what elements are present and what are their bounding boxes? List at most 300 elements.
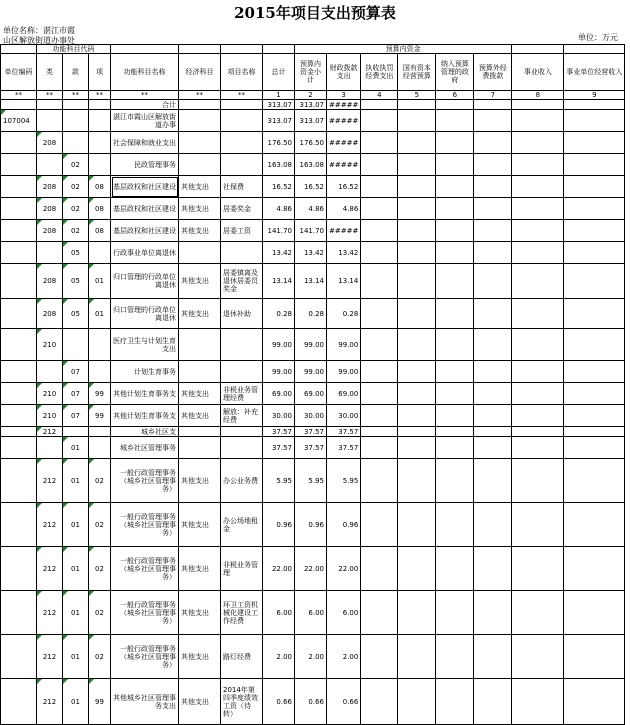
func-name-cell[interactable]: 一般行政管理事务（城乡社区管理事务）	[111, 503, 179, 547]
empty-value-cell[interactable]	[436, 299, 474, 329]
total-cell[interactable]: 99.00	[263, 361, 295, 383]
total-cell[interactable]: 163.08	[263, 154, 295, 176]
empty-value-cell[interactable]	[512, 437, 564, 459]
empty-value-cell[interactable]	[436, 242, 474, 264]
kuan-cell[interactable]: 05	[63, 242, 89, 264]
project-cell[interactable]: 退休补助	[221, 299, 263, 329]
subtotal-cell[interactable]: 13.14	[295, 264, 327, 299]
fiscal-cell[interactable]: 0.66	[327, 679, 361, 725]
lei-cell[interactable]	[37, 242, 63, 264]
empty-value-cell[interactable]	[512, 100, 564, 110]
empty-value-cell[interactable]	[436, 264, 474, 299]
xiang-cell[interactable]: 02	[89, 635, 111, 679]
econ-cell[interactable]: 其他支出	[179, 547, 221, 591]
project-cell[interactable]	[221, 427, 263, 437]
empty-value-cell[interactable]	[474, 329, 512, 361]
func-name-cell[interactable]: 一般行政管理事务（城乡社区管理事务）	[111, 635, 179, 679]
empty-value-cell[interactable]	[512, 132, 564, 154]
empty-value-cell[interactable]	[564, 110, 625, 132]
project-cell[interactable]: 非税业务管理经费	[221, 383, 263, 405]
lei-cell[interactable]: 208	[37, 176, 63, 198]
project-cell[interactable]: 2014年第四季度绩效工资（待转）	[221, 679, 263, 725]
total-cell[interactable]: 0.28	[263, 299, 295, 329]
project-cell[interactable]: 解放：补充经费	[221, 405, 263, 427]
empty-value-cell[interactable]	[436, 459, 474, 503]
empty-value-cell[interactable]	[474, 154, 512, 176]
empty-value-cell[interactable]	[436, 100, 474, 110]
lei-cell[interactable]: 212	[37, 635, 63, 679]
kuan-cell[interactable]: 01	[63, 437, 89, 459]
subtotal-cell[interactable]: 2.00	[295, 635, 327, 679]
empty-value-cell[interactable]	[361, 132, 398, 154]
empty-value-cell[interactable]	[564, 679, 625, 725]
empty-value-cell[interactable]	[361, 299, 398, 329]
total-cell[interactable]: 0.66	[263, 679, 295, 725]
kuan-cell[interactable]	[63, 110, 89, 132]
fiscal-cell[interactable]: #####	[327, 110, 361, 132]
empty-value-cell[interactable]	[398, 427, 436, 437]
empty-value-cell[interactable]	[512, 176, 564, 198]
fiscal-cell[interactable]: #####	[327, 220, 361, 242]
empty-value-cell[interactable]	[361, 242, 398, 264]
empty-value-cell[interactable]	[512, 110, 564, 132]
func-name-cell[interactable]: 计划生育事务	[111, 361, 179, 383]
empty-value-cell[interactable]	[361, 361, 398, 383]
unit-code-cell[interactable]	[1, 679, 37, 725]
econ-cell[interactable]	[179, 110, 221, 132]
total-cell[interactable]: 0.96	[263, 503, 295, 547]
empty-value-cell[interactable]	[512, 361, 564, 383]
total-cell[interactable]: 176.50	[263, 132, 295, 154]
fiscal-cell[interactable]: #####	[327, 154, 361, 176]
empty-value-cell[interactable]	[564, 132, 625, 154]
empty-value-cell[interactable]	[361, 503, 398, 547]
func-name-cell[interactable]: 一般行政管理事务（城乡社区管理事务）	[111, 547, 179, 591]
empty-value-cell[interactable]	[564, 427, 625, 437]
func-name-cell[interactable]: 行政事业单位离退休	[111, 242, 179, 264]
xiang-cell[interactable]	[89, 361, 111, 383]
project-cell[interactable]: 办公业务费	[221, 459, 263, 503]
empty-value-cell[interactable]	[361, 547, 398, 591]
empty-value-cell[interactable]	[474, 176, 512, 198]
subtotal-cell[interactable]: 313.07	[295, 100, 327, 110]
econ-cell[interactable]: 其他支出	[179, 459, 221, 503]
econ-cell[interactable]	[179, 329, 221, 361]
unit-code-cell[interactable]	[1, 242, 37, 264]
fiscal-cell[interactable]: 2.00	[327, 635, 361, 679]
subtotal-cell[interactable]: 37.57	[295, 437, 327, 459]
total-cell[interactable]: 99.00	[263, 329, 295, 361]
empty-value-cell[interactable]	[436, 154, 474, 176]
xiang-cell[interactable]	[89, 110, 111, 132]
kuan-cell[interactable]	[63, 132, 89, 154]
func-name-cell[interactable]: 合计	[111, 100, 179, 110]
func-name-cell[interactable]: 社会保障和就业支出	[111, 132, 179, 154]
empty-value-cell[interactable]	[436, 437, 474, 459]
subtotal-cell[interactable]: 0.96	[295, 503, 327, 547]
empty-value-cell[interactable]	[436, 591, 474, 635]
empty-value-cell[interactable]	[398, 100, 436, 110]
empty-value-cell[interactable]	[436, 329, 474, 361]
empty-value-cell[interactable]	[398, 361, 436, 383]
xiang-cell[interactable]: 99	[89, 679, 111, 725]
empty-value-cell[interactable]	[564, 176, 625, 198]
econ-cell[interactable]: 其他支出	[179, 264, 221, 299]
empty-value-cell[interactable]	[436, 547, 474, 591]
empty-value-cell[interactable]	[512, 329, 564, 361]
total-cell[interactable]: 37.57	[263, 427, 295, 437]
empty-value-cell[interactable]	[398, 547, 436, 591]
xiang-cell[interactable]: 01	[89, 299, 111, 329]
empty-value-cell[interactable]	[361, 459, 398, 503]
lei-cell[interactable]: 210	[37, 329, 63, 361]
unit-code-cell[interactable]	[1, 503, 37, 547]
empty-value-cell[interactable]	[564, 459, 625, 503]
total-cell[interactable]: 13.42	[263, 242, 295, 264]
subtotal-cell[interactable]: 6.00	[295, 591, 327, 635]
empty-value-cell[interactable]	[474, 242, 512, 264]
lei-cell[interactable]: 212	[37, 591, 63, 635]
xiang-cell[interactable]	[89, 242, 111, 264]
func-name-cell[interactable]: 一般行政管理事务（城乡社区管理事务）	[111, 459, 179, 503]
empty-value-cell[interactable]	[361, 437, 398, 459]
lei-cell[interactable]: 212	[37, 427, 63, 437]
empty-value-cell[interactable]	[564, 100, 625, 110]
subtotal-cell[interactable]: 0.66	[295, 679, 327, 725]
func-name-cell[interactable]: 民政管理事务	[111, 154, 179, 176]
empty-value-cell[interactable]	[436, 198, 474, 220]
empty-value-cell[interactable]	[474, 459, 512, 503]
empty-value-cell[interactable]	[512, 679, 564, 725]
unit-code-cell[interactable]	[1, 459, 37, 503]
empty-value-cell[interactable]	[398, 264, 436, 299]
kuan-cell[interactable]	[63, 100, 89, 110]
total-cell[interactable]: 313.07	[263, 110, 295, 132]
total-cell[interactable]: 69.00	[263, 383, 295, 405]
xiang-cell[interactable]: 08	[89, 176, 111, 198]
empty-value-cell[interactable]	[564, 329, 625, 361]
empty-value-cell[interactable]	[361, 329, 398, 361]
empty-value-cell[interactable]	[564, 154, 625, 176]
empty-value-cell[interactable]	[398, 220, 436, 242]
func-name-cell[interactable]: 其他城乡社区管理事务支出	[111, 679, 179, 725]
func-name-cell[interactable]: 城乡社区支	[111, 427, 179, 437]
project-cell[interactable]: 路灯经费	[221, 635, 263, 679]
unit-code-cell[interactable]	[1, 176, 37, 198]
subtotal-cell[interactable]: 16.52	[295, 176, 327, 198]
fiscal-cell[interactable]: 6.00	[327, 591, 361, 635]
project-cell[interactable]: 环卫工资机械化建设工作经费	[221, 591, 263, 635]
func-name-cell[interactable]: 其他计划生育事务支	[111, 383, 179, 405]
lei-cell[interactable]: 210	[37, 405, 63, 427]
empty-value-cell[interactable]	[564, 405, 625, 427]
xiang-cell[interactable]: 02	[89, 503, 111, 547]
lei-cell[interactable]: 212	[37, 459, 63, 503]
project-cell[interactable]	[221, 437, 263, 459]
empty-value-cell[interactable]	[361, 427, 398, 437]
fiscal-cell[interactable]: 5.95	[327, 459, 361, 503]
empty-value-cell[interactable]	[436, 132, 474, 154]
empty-value-cell[interactable]	[361, 635, 398, 679]
func-name-cell[interactable]: 归口管理的行政单位离退休	[111, 299, 179, 329]
total-cell[interactable]: 16.52	[263, 176, 295, 198]
empty-value-cell[interactable]	[398, 329, 436, 361]
lei-cell[interactable]: 208	[37, 132, 63, 154]
econ-cell[interactable]: 其他支出	[179, 679, 221, 725]
econ-cell[interactable]	[179, 154, 221, 176]
kuan-cell[interactable]: 05	[63, 299, 89, 329]
econ-cell[interactable]	[179, 437, 221, 459]
empty-value-cell[interactable]	[474, 427, 512, 437]
unit-code-cell[interactable]	[1, 361, 37, 383]
lei-cell[interactable]: 212	[37, 547, 63, 591]
empty-value-cell[interactable]	[474, 299, 512, 329]
unit-code-cell[interactable]: 107004	[1, 110, 37, 132]
empty-value-cell[interactable]	[361, 405, 398, 427]
unit-code-cell[interactable]	[1, 383, 37, 405]
empty-value-cell[interactable]	[398, 503, 436, 547]
xiang-cell[interactable]	[89, 100, 111, 110]
subtotal-cell[interactable]: 5.95	[295, 459, 327, 503]
unit-code-cell[interactable]	[1, 264, 37, 299]
project-cell[interactable]: 办公场地租金	[221, 503, 263, 547]
empty-value-cell[interactable]	[398, 405, 436, 427]
unit-code-cell[interactable]	[1, 198, 37, 220]
empty-value-cell[interactable]	[436, 110, 474, 132]
xiang-cell[interactable]: 08	[89, 198, 111, 220]
func-name-cell[interactable]: 基层政权和社区建设	[111, 220, 179, 242]
empty-value-cell[interactable]	[361, 383, 398, 405]
project-cell[interactable]: 居委奖金	[221, 198, 263, 220]
fiscal-cell[interactable]: 13.14	[327, 264, 361, 299]
empty-value-cell[interactable]	[512, 198, 564, 220]
empty-value-cell[interactable]	[398, 459, 436, 503]
empty-value-cell[interactable]	[512, 220, 564, 242]
unit-code-cell[interactable]	[1, 329, 37, 361]
project-cell[interactable]: 居委工资	[221, 220, 263, 242]
empty-value-cell[interactable]	[474, 437, 512, 459]
total-cell[interactable]: 22.00	[263, 547, 295, 591]
unit-code-cell[interactable]	[1, 427, 37, 437]
empty-value-cell[interactable]	[361, 100, 398, 110]
unit-code-cell[interactable]	[1, 132, 37, 154]
empty-value-cell[interactable]	[361, 198, 398, 220]
empty-value-cell[interactable]	[474, 635, 512, 679]
fiscal-cell[interactable]: #####	[327, 132, 361, 154]
kuan-cell[interactable]: 05	[63, 264, 89, 299]
empty-value-cell[interactable]	[512, 635, 564, 679]
empty-value-cell[interactable]	[564, 220, 625, 242]
kuan-cell[interactable]: 01	[63, 459, 89, 503]
empty-value-cell[interactable]	[398, 299, 436, 329]
empty-value-cell[interactable]	[436, 383, 474, 405]
func-name-cell[interactable]: 基层政权和社区建设	[111, 198, 179, 220]
kuan-cell[interactable]: 07	[63, 361, 89, 383]
project-cell[interactable]	[221, 132, 263, 154]
unit-code-cell[interactable]	[1, 547, 37, 591]
xiang-cell[interactable]	[89, 329, 111, 361]
subtotal-cell[interactable]: 176.50	[295, 132, 327, 154]
empty-value-cell[interactable]	[398, 110, 436, 132]
fiscal-cell[interactable]: 99.00	[327, 329, 361, 361]
fiscal-cell[interactable]: 16.52	[327, 176, 361, 198]
fiscal-cell[interactable]: 0.28	[327, 299, 361, 329]
empty-value-cell[interactable]	[512, 427, 564, 437]
fiscal-cell[interactable]: 4.86	[327, 198, 361, 220]
empty-value-cell[interactable]	[361, 110, 398, 132]
total-cell[interactable]: 30.00	[263, 405, 295, 427]
empty-value-cell[interactable]	[474, 503, 512, 547]
lei-cell[interactable]	[37, 154, 63, 176]
empty-value-cell[interactable]	[398, 198, 436, 220]
empty-value-cell[interactable]	[474, 198, 512, 220]
empty-value-cell[interactable]	[564, 383, 625, 405]
empty-value-cell[interactable]	[436, 176, 474, 198]
empty-value-cell[interactable]	[361, 176, 398, 198]
subtotal-cell[interactable]: 22.00	[295, 547, 327, 591]
empty-value-cell[interactable]	[512, 264, 564, 299]
total-cell[interactable]: 13.14	[263, 264, 295, 299]
subtotal-cell[interactable]: 163.08	[295, 154, 327, 176]
lei-cell[interactable]	[37, 100, 63, 110]
subtotal-cell[interactable]: 99.00	[295, 329, 327, 361]
total-cell[interactable]: 6.00	[263, 591, 295, 635]
project-cell[interactable]: 非税业务管理	[221, 547, 263, 591]
empty-value-cell[interactable]	[436, 635, 474, 679]
empty-value-cell[interactable]	[398, 154, 436, 176]
empty-value-cell[interactable]	[564, 198, 625, 220]
empty-value-cell[interactable]	[361, 220, 398, 242]
empty-value-cell[interactable]	[564, 242, 625, 264]
empty-value-cell[interactable]	[474, 591, 512, 635]
econ-cell[interactable]: 其他支出	[179, 635, 221, 679]
xiang-cell[interactable]: 01	[89, 264, 111, 299]
empty-value-cell[interactable]	[512, 383, 564, 405]
empty-value-cell[interactable]	[361, 679, 398, 725]
empty-value-cell[interactable]	[564, 299, 625, 329]
empty-value-cell[interactable]	[436, 679, 474, 725]
subtotal-cell[interactable]: 37.57	[295, 427, 327, 437]
kuan-cell[interactable]: 01	[63, 547, 89, 591]
lei-cell[interactable]: 212	[37, 679, 63, 725]
empty-value-cell[interactable]	[474, 264, 512, 299]
unit-code-cell[interactable]	[1, 591, 37, 635]
project-cell[interactable]	[221, 100, 263, 110]
lei-cell[interactable]	[37, 361, 63, 383]
empty-value-cell[interactable]	[512, 242, 564, 264]
total-cell[interactable]: 5.95	[263, 459, 295, 503]
unit-code-cell[interactable]	[1, 299, 37, 329]
empty-value-cell[interactable]	[361, 154, 398, 176]
empty-value-cell[interactable]	[398, 437, 436, 459]
econ-cell[interactable]: 其他支出	[179, 383, 221, 405]
xiang-cell[interactable]	[89, 132, 111, 154]
empty-value-cell[interactable]	[474, 110, 512, 132]
empty-value-cell[interactable]	[564, 591, 625, 635]
empty-value-cell[interactable]	[398, 176, 436, 198]
fiscal-cell[interactable]: 30.00	[327, 405, 361, 427]
subtotal-cell[interactable]: 4.86	[295, 198, 327, 220]
lei-cell[interactable]: 208	[37, 299, 63, 329]
total-cell[interactable]: 141.70	[263, 220, 295, 242]
empty-value-cell[interactable]	[474, 132, 512, 154]
empty-value-cell[interactable]	[564, 437, 625, 459]
subtotal-cell[interactable]: 69.00	[295, 383, 327, 405]
lei-cell[interactable]: 208	[37, 198, 63, 220]
total-cell[interactable]: 313.07	[263, 100, 295, 110]
fiscal-cell[interactable]: 37.57	[327, 437, 361, 459]
empty-value-cell[interactable]	[398, 591, 436, 635]
subtotal-cell[interactable]: 0.28	[295, 299, 327, 329]
kuan-cell[interactable]: 01	[63, 591, 89, 635]
fiscal-cell[interactable]: 22.00	[327, 547, 361, 591]
lei-cell[interactable]: 210	[37, 383, 63, 405]
empty-value-cell[interactable]	[564, 361, 625, 383]
empty-value-cell[interactable]	[398, 635, 436, 679]
lei-cell[interactable]	[37, 437, 63, 459]
empty-value-cell[interactable]	[474, 405, 512, 427]
func-name-cell[interactable]: 湛江市霞山区解放街道办事	[111, 110, 179, 132]
empty-value-cell[interactable]	[361, 591, 398, 635]
econ-cell[interactable]: 其他支出	[179, 198, 221, 220]
empty-value-cell[interactable]	[436, 361, 474, 383]
empty-value-cell[interactable]	[474, 220, 512, 242]
empty-value-cell[interactable]	[474, 679, 512, 725]
empty-value-cell[interactable]	[512, 299, 564, 329]
unit-code-cell[interactable]	[1, 100, 37, 110]
func-name-cell[interactable]: 城乡社区管理事务	[111, 437, 179, 459]
xiang-cell[interactable]: 08	[89, 220, 111, 242]
econ-cell[interactable]: 其他支出	[179, 503, 221, 547]
fiscal-cell[interactable]: 13.42	[327, 242, 361, 264]
empty-value-cell[interactable]	[398, 132, 436, 154]
econ-cell[interactable]: 其他支出	[179, 299, 221, 329]
project-cell[interactable]: 居委镇离及退休居委员奖金	[221, 264, 263, 299]
lei-cell[interactable]: 208	[37, 264, 63, 299]
total-cell[interactable]: 4.86	[263, 198, 295, 220]
kuan-cell[interactable]: 01	[63, 503, 89, 547]
subtotal-cell[interactable]: 141.70	[295, 220, 327, 242]
xiang-cell[interactable]	[89, 154, 111, 176]
empty-value-cell[interactable]	[512, 405, 564, 427]
kuan-cell[interactable]: 01	[63, 635, 89, 679]
project-cell[interactable]	[221, 361, 263, 383]
fiscal-cell[interactable]: #####	[327, 100, 361, 110]
empty-value-cell[interactable]	[436, 220, 474, 242]
empty-value-cell[interactable]	[474, 100, 512, 110]
project-cell[interactable]	[221, 110, 263, 132]
func-name-cell[interactable]: 其他计划生育事务支	[111, 405, 179, 427]
econ-cell[interactable]	[179, 242, 221, 264]
kuan-cell[interactable]: 02	[63, 176, 89, 198]
econ-cell[interactable]: 其他支出	[179, 176, 221, 198]
xiang-cell[interactable]	[89, 427, 111, 437]
kuan-cell[interactable]	[63, 427, 89, 437]
subtotal-cell[interactable]: 313.07	[295, 110, 327, 132]
kuan-cell[interactable]: 02	[63, 220, 89, 242]
econ-cell[interactable]	[179, 132, 221, 154]
unit-code-cell[interactable]	[1, 154, 37, 176]
unit-code-cell[interactable]	[1, 220, 37, 242]
empty-value-cell[interactable]	[512, 591, 564, 635]
func-name-cell[interactable]: 医疗卫生与计划生育支出	[111, 329, 179, 361]
xiang-cell[interactable]: 02	[89, 547, 111, 591]
empty-value-cell[interactable]	[512, 503, 564, 547]
project-cell[interactable]: 社保费	[221, 176, 263, 198]
empty-value-cell[interactable]	[436, 405, 474, 427]
unit-code-cell[interactable]	[1, 437, 37, 459]
empty-value-cell[interactable]	[474, 383, 512, 405]
